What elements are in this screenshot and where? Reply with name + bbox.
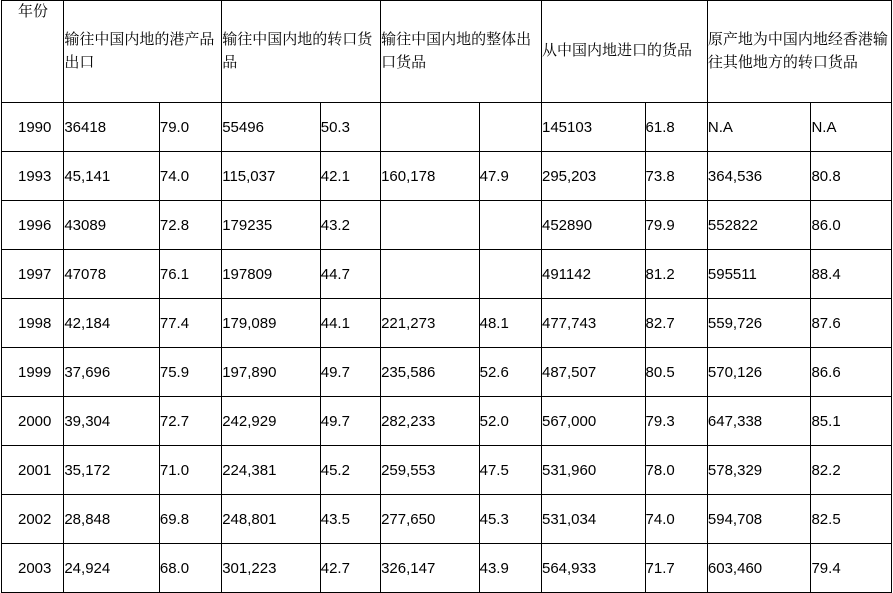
cell-hk-export-pct: 72.8 <box>159 201 221 250</box>
cell-import-pct: 82.7 <box>645 299 707 348</box>
table-body <box>2 103 892 593</box>
cell-total-export-pct: 52.0 <box>479 397 541 446</box>
table-header-row <box>2 1 892 103</box>
cell-total-export-pct: 47.9 <box>479 152 541 201</box>
cell-import-value: 531,034 <box>541 495 645 544</box>
cell-import-pct: 78.0 <box>645 446 707 495</box>
cell-import-pct: 61.8 <box>645 103 707 152</box>
cell-reexport-value: 197,890 <box>222 348 321 397</box>
cell-total-export-value <box>381 250 480 299</box>
cell-hk-export-value: 37,696 <box>64 348 160 397</box>
cell-reexport-value: 224,381 <box>222 446 321 495</box>
cell-import-pct: 81.2 <box>645 250 707 299</box>
cell-year: 2003 <box>2 544 64 593</box>
cell-import-value: 145103 <box>541 103 645 152</box>
cell-reexport-value: 115,037 <box>222 152 321 201</box>
cell-hk-export-value: 42,184 <box>64 299 160 348</box>
cell-year: 1996 <box>2 201 64 250</box>
cell-hk-export-pct: 76.1 <box>159 250 221 299</box>
table-row <box>2 103 892 152</box>
cell-reexport-pct: 49.7 <box>320 348 380 397</box>
column-header-import-from-mainland: 从中国内地进口的货品 <box>541 1 707 103</box>
cell-hk-export-pct: 75.9 <box>159 348 221 397</box>
cell-origin-reexport-value: N.A <box>707 103 811 152</box>
cell-origin-reexport-value: 364,536 <box>707 152 811 201</box>
table-row <box>2 446 892 495</box>
cell-total-export-value: 160,178 <box>381 152 480 201</box>
cell-total-export-pct: 45.3 <box>479 495 541 544</box>
table-row <box>2 201 892 250</box>
cell-hk-export-pct: 77.4 <box>159 299 221 348</box>
cell-year: 1999 <box>2 348 64 397</box>
cell-total-export-pct: 52.6 <box>479 348 541 397</box>
cell-reexport-value: 55496 <box>222 103 321 152</box>
cell-total-export-value: 221,273 <box>381 299 480 348</box>
cell-year: 1993 <box>2 152 64 201</box>
cell-hk-export-pct: 68.0 <box>159 544 221 593</box>
cell-import-pct: 79.3 <box>645 397 707 446</box>
cell-reexport-pct: 44.7 <box>320 250 380 299</box>
cell-total-export-value: 259,553 <box>381 446 480 495</box>
cell-origin-reexport-value: 559,726 <box>707 299 811 348</box>
cell-import-pct: 80.5 <box>645 348 707 397</box>
cell-origin-reexport-pct: 86.0 <box>811 201 892 250</box>
cell-reexport-pct: 42.1 <box>320 152 380 201</box>
trade-statistics-table <box>1 0 892 593</box>
cell-origin-reexport-pct: N.A <box>811 103 892 152</box>
cell-total-export-value: 282,233 <box>381 397 480 446</box>
cell-total-export-value: 235,586 <box>381 348 480 397</box>
cell-hk-export-value: 43089 <box>64 201 160 250</box>
cell-year: 2001 <box>2 446 64 495</box>
cell-origin-reexport-value: 594,708 <box>707 495 811 544</box>
cell-reexport-value: 248,801 <box>222 495 321 544</box>
cell-reexport-value: 179,089 <box>222 299 321 348</box>
table-row <box>2 544 892 593</box>
cell-total-export-pct <box>479 201 541 250</box>
table-row <box>2 348 892 397</box>
cell-import-value: 487,507 <box>541 348 645 397</box>
cell-hk-export-pct: 71.0 <box>159 446 221 495</box>
cell-origin-reexport-pct: 87.6 <box>811 299 892 348</box>
table-row <box>2 397 892 446</box>
column-header-reexport-to-mainland: 输往中国内地的转口货品 <box>222 1 381 103</box>
cell-origin-reexport-pct: 88.4 <box>811 250 892 299</box>
cell-reexport-value: 197809 <box>222 250 321 299</box>
cell-reexport-pct: 42.7 <box>320 544 380 593</box>
cell-import-value: 564,933 <box>541 544 645 593</box>
cell-origin-reexport-value: 570,126 <box>707 348 811 397</box>
cell-import-value: 531,960 <box>541 446 645 495</box>
cell-year: 1990 <box>2 103 64 152</box>
cell-reexport-pct: 44.1 <box>320 299 380 348</box>
cell-total-export-value: 326,147 <box>381 544 480 593</box>
cell-hk-export-pct: 72.7 <box>159 397 221 446</box>
cell-year: 1998 <box>2 299 64 348</box>
cell-total-export-pct: 43.9 <box>479 544 541 593</box>
cell-total-export-value <box>381 201 480 250</box>
cell-import-value: 491142 <box>541 250 645 299</box>
cell-import-value: 295,203 <box>541 152 645 201</box>
cell-reexport-pct: 45.2 <box>320 446 380 495</box>
cell-hk-export-value: 47078 <box>64 250 160 299</box>
cell-origin-reexport-pct: 82.2 <box>811 446 892 495</box>
cell-total-export-value: 277,650 <box>381 495 480 544</box>
cell-origin-reexport-value: 603,460 <box>707 544 811 593</box>
cell-year: 2002 <box>2 495 64 544</box>
cell-reexport-value: 179235 <box>222 201 321 250</box>
cell-origin-reexport-pct: 80.8 <box>811 152 892 201</box>
cell-import-pct: 74.0 <box>645 495 707 544</box>
cell-import-value: 477,743 <box>541 299 645 348</box>
column-header-hk-products-export: 输往中国内地的港产品出口 <box>64 1 222 103</box>
table-row <box>2 250 892 299</box>
cell-hk-export-pct: 74.0 <box>159 152 221 201</box>
cell-import-pct: 79.9 <box>645 201 707 250</box>
column-header-year: 年份 <box>2 1 64 103</box>
cell-origin-reexport-value: 578,329 <box>707 446 811 495</box>
cell-hk-export-pct: 69.8 <box>159 495 221 544</box>
cell-year: 1997 <box>2 250 64 299</box>
cell-hk-export-value: 28,848 <box>64 495 160 544</box>
table-header <box>2 1 892 103</box>
cell-reexport-value: 301,223 <box>222 544 321 593</box>
cell-import-value: 452890 <box>541 201 645 250</box>
cell-hk-export-value: 39,304 <box>64 397 160 446</box>
cell-reexport-pct: 50.3 <box>320 103 380 152</box>
cell-import-pct: 73.8 <box>645 152 707 201</box>
cell-reexport-pct: 43.5 <box>320 495 380 544</box>
cell-total-export-pct: 48.1 <box>479 299 541 348</box>
column-header-total-export-to-mainland: 输往中国内地的整体出口货品 <box>381 1 542 103</box>
cell-origin-reexport-pct: 85.1 <box>811 397 892 446</box>
cell-total-export-pct <box>479 103 541 152</box>
cell-hk-export-value: 35,172 <box>64 446 160 495</box>
cell-hk-export-pct: 79.0 <box>159 103 221 152</box>
cell-reexport-pct: 43.2 <box>320 201 380 250</box>
cell-origin-reexport-value: 647,338 <box>707 397 811 446</box>
cell-total-export-value <box>381 103 480 152</box>
table-row <box>2 152 892 201</box>
cell-import-value: 567,000 <box>541 397 645 446</box>
cell-origin-reexport-pct: 82.5 <box>811 495 892 544</box>
cell-origin-reexport-pct: 86.6 <box>811 348 892 397</box>
cell-reexport-value: 242,929 <box>222 397 321 446</box>
table-row <box>2 299 892 348</box>
cell-hk-export-value: 36418 <box>64 103 160 152</box>
cell-year: 2000 <box>2 397 64 446</box>
cell-origin-reexport-pct: 79.4 <box>811 544 892 593</box>
cell-origin-reexport-value: 595511 <box>707 250 811 299</box>
cell-total-export-pct: 47.5 <box>479 446 541 495</box>
cell-hk-export-value: 45,141 <box>64 152 160 201</box>
cell-hk-export-value: 24,924 <box>64 544 160 593</box>
table-row <box>2 495 892 544</box>
column-header-mainland-origin-reexport: 原产地为中国内地经香港输往其他地方的转口货品 <box>707 1 891 103</box>
cell-reexport-pct: 49.7 <box>320 397 380 446</box>
cell-import-pct: 71.7 <box>645 544 707 593</box>
cell-total-export-pct <box>479 250 541 299</box>
cell-origin-reexport-value: 552822 <box>707 201 811 250</box>
